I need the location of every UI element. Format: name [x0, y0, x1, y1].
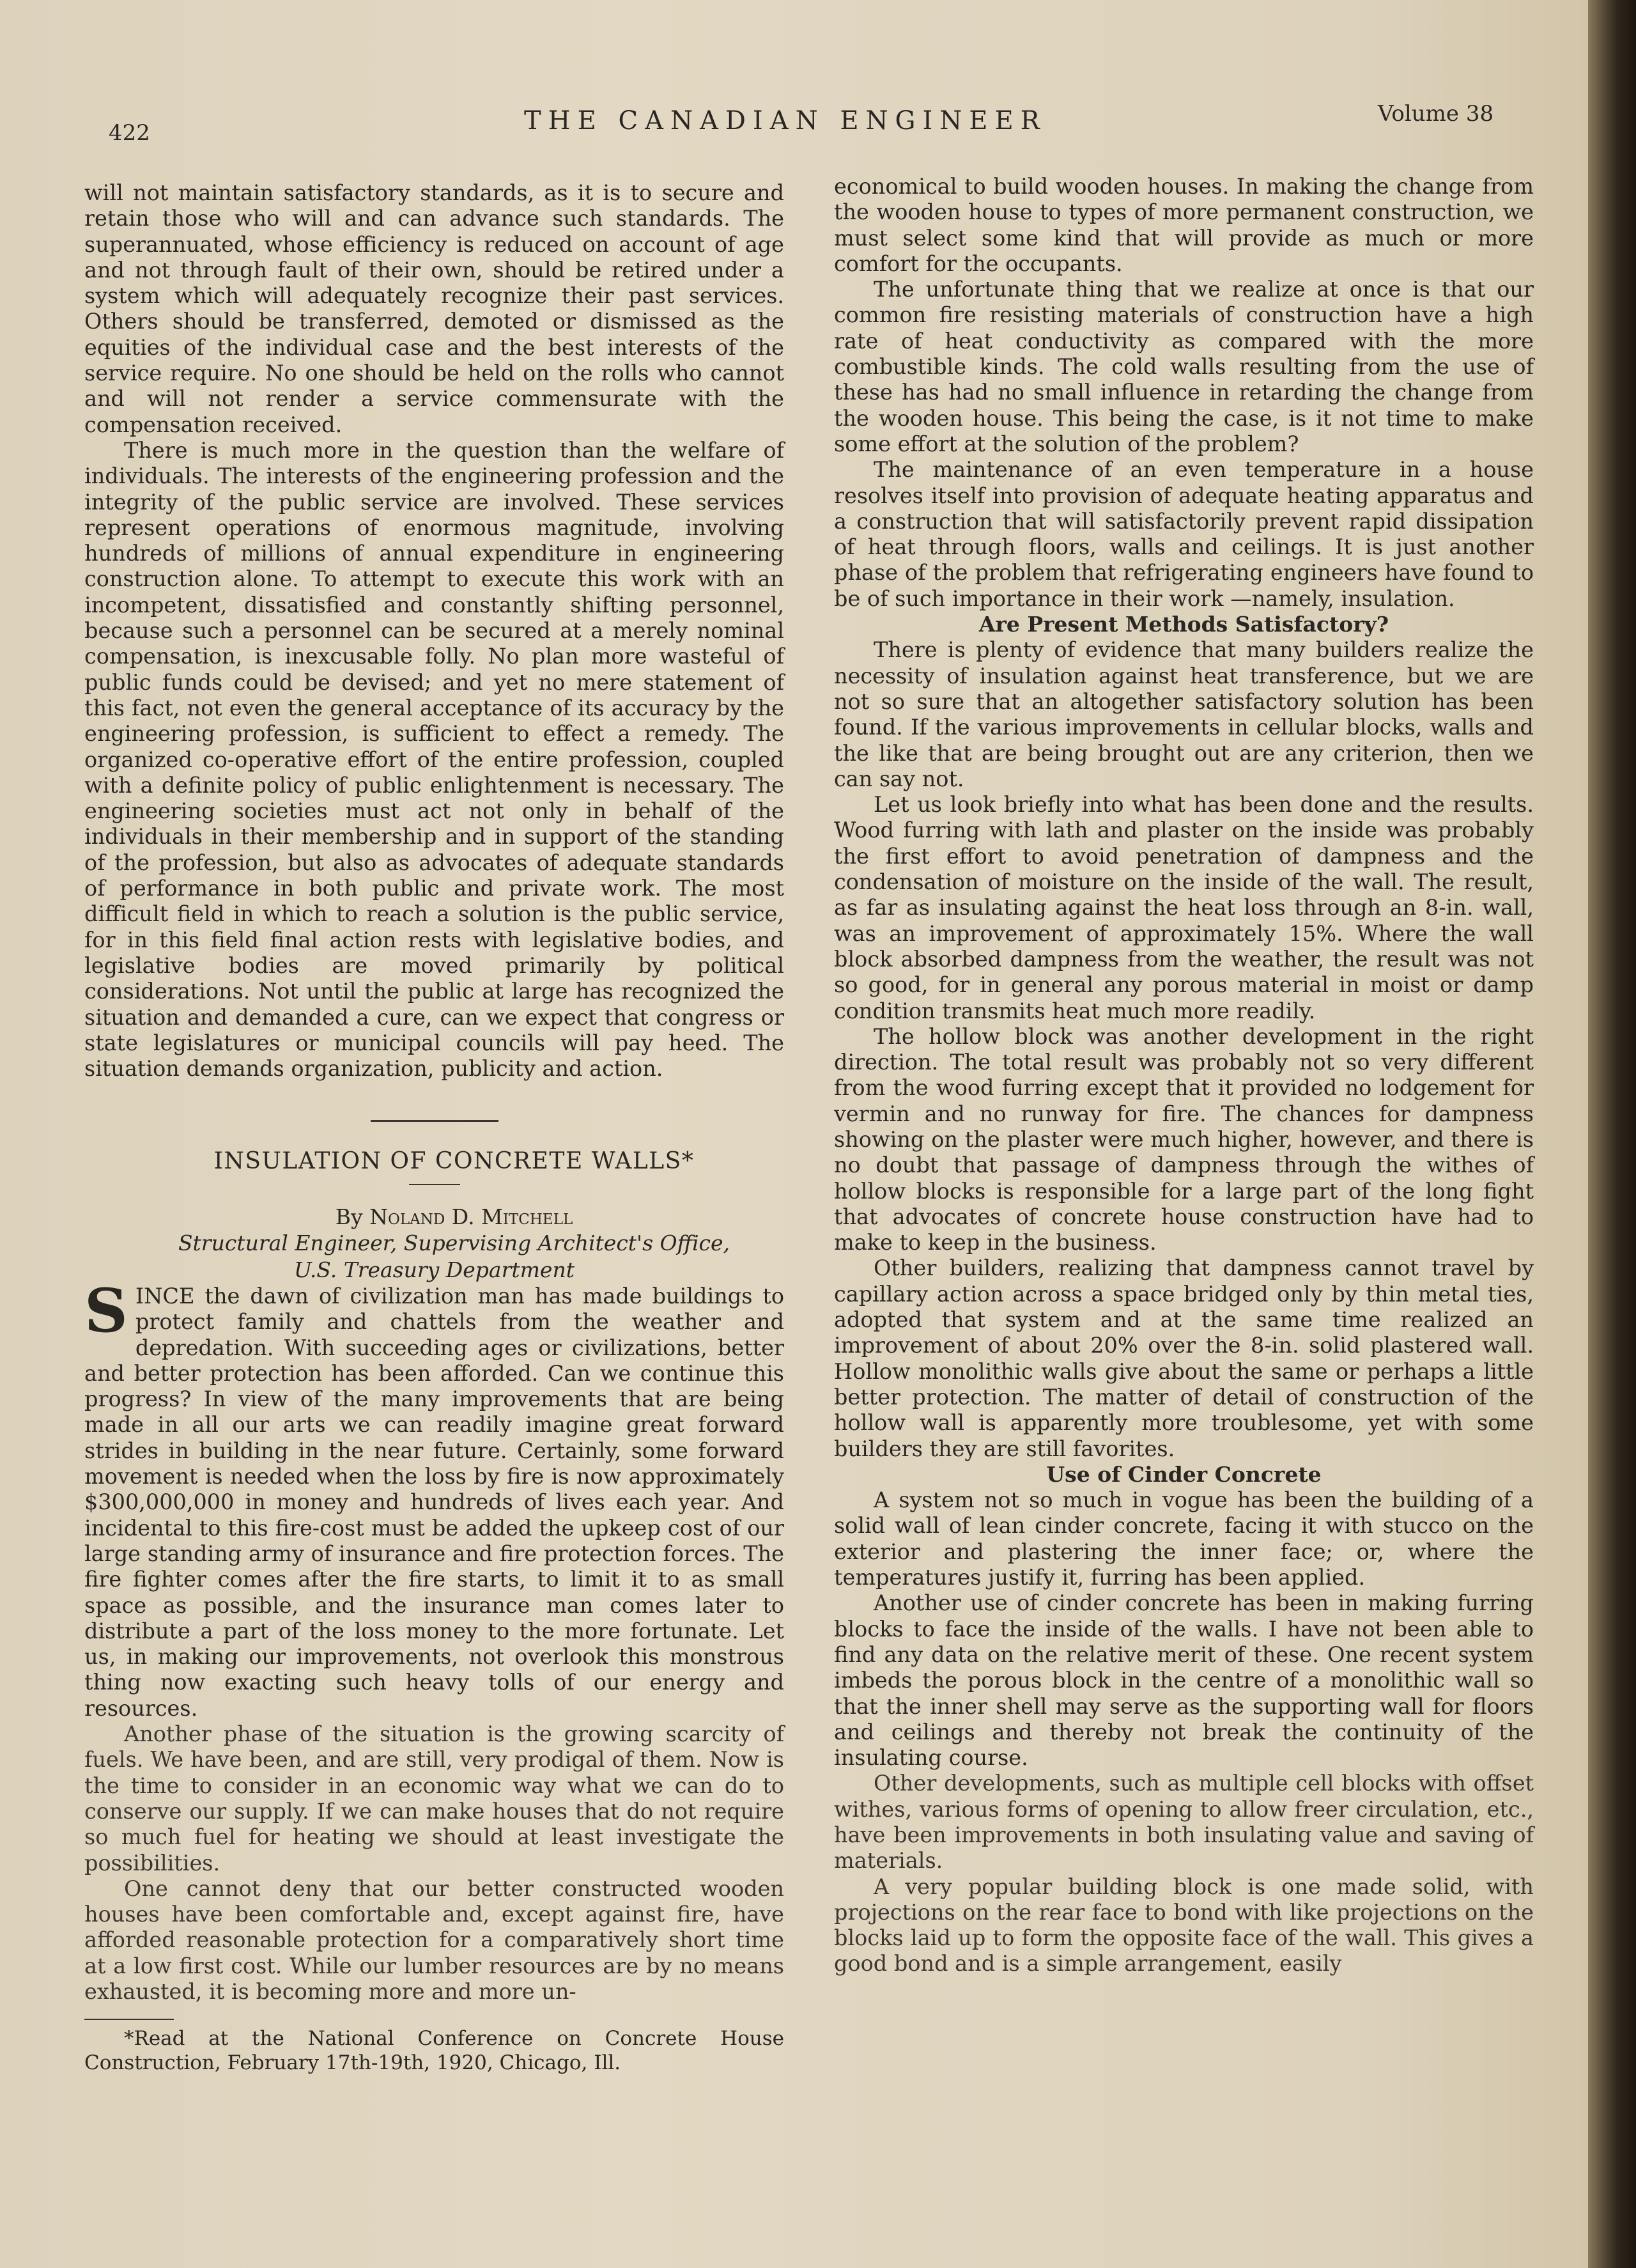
drop-cap: S [84, 1275, 128, 1346]
volume-label: Volume 38 [1378, 101, 1494, 127]
paragraph: Other builders, realizing that dampness cannot travel by capillary action across a space bridged only by thin metal ties, adopted that system and at the same time realized an improvement of about 20% over the 8-in. solid plastered wall. Hollow monolithic walls give about the same or perhaps a little better protection. The matter of detail of construction of the hollow wall is apparently more troublesome, yet with some builders they are still favorites. [834, 1255, 1534, 1461]
subheading: Are Present Methods Satisfactory? [978, 612, 1389, 637]
affiliation-line-2: U.S. Treasury Department [294, 1257, 575, 1282]
paragraph: The hollow block was another development in the right direction. The total result was probably not so very different from the wood furring except that it provided no lodgement for vermin and no runway for fire. The chances for dampness showing on the plaster were much higher, however, and there is no doubt that passage of dampness through the withes of hollow blocks is responsible for a large part of the long fight that advocates of concrete house construction have had to make to keep in the business. [834, 1023, 1534, 1255]
first-paragraph-text: INCE the dawn of civilization man has made buildings to protect family and chattels from the weather and depredation. With succeeding ages or civilizations, better and better protection has been afforded. Can we continue this progress? In view of the many improvements that are being made in all our arts we can readily imagine great forward strides in building in the near future. Certainly, some forward movement is needed when the loss by fire is now approximately $300,000,000 in money and hundreds of lives each year. And incidental to this fire-cost must be added the upkeep cost of our large standing army of insurance and fire protection forces. The fire fighter comes after the fire starts, to limit it to as small space as possible, and the insurance man comes later to distribute a part of the loss money to the more fortunate. Let us, in making our improvements, not overlook this monstrous thing now exacting such heavy tolls of our energy and resources. [84, 1283, 784, 1721]
author-name: Noland D. Mitchell [369, 1204, 573, 1229]
left-column [84, 180, 784, 2075]
affiliation-line-1: Structural Engineer, Supervising Architect's Office, [178, 1230, 730, 1255]
paragraph: Another use of cinder concrete has been in making furring blocks to face the inside of the walls. I have not been able to find any data on the relative merit of these. One recent system imbeds the porous block in the centre of a monolithic wall so that the inner shell may serve as the supporting wall for floors and ceilings and thereby not break the continuity of the insulating course. [834, 1590, 1534, 1771]
author-affiliation [84, 1230, 784, 1284]
paragraph: There is plenty of evidence that many builders realize the necessity of insulation against heat transference, but we are not so sure that an altogether satisfactory solution has been found. If the various improvements in cellular blocks, walls and the like that are being brought out are any criterion, then we can say not. [834, 637, 1534, 791]
paragraph: economical to build wooden houses. In making the change from the wooden house to types of more permanent construction, we must select some kind that will provide as much or more comfort for the occupants. [834, 174, 1534, 276]
paragraph: The unfortunate thing that we realize at once is that our common fire resisting materials of construction have a high rate of heat conductivity as compared with the more combustible kinds. The cold walls resulting from the use of these has had no small influence in retarding the change from the wooden house. This being the case, is it not time to make some effort at the solution of the problem? [834, 277, 1534, 456]
paragraph: A system not so much in vogue has been the building of a solid wall of lean cinder concrete, facing it with stucco on the exterior and plastering the inner face; or, where the temperatures justify it, furring has been applied. [834, 1487, 1534, 1590]
byline-prefix: By [335, 1204, 363, 1229]
running-header [0, 96, 1588, 147]
paragraph: The maintenance of an even temperature in a house resolves itself into provision of adequate heating apparatus and a construction that will satisfactorily prevent rapid dissipation of heat through floors, walls and ceilings. It is just another phase of the problem that refrigerating engineers have found to be of such importance in their work —namely, insulation. [834, 457, 1534, 611]
paragraph: Let us look briefly into what has been done and the results. Wood furring with lath and plaster on the inside was probably the first effort to avoid penetration of dampness and the condensation of moisture on the inside of the wall. The result, as far as insulating against the heat loss through an 8-in. wall, was an improvement of approximately 15%. Where the wall block absorbed dampness from the weather, the result was not so good, for in general any porous material in moist or damp condition transmits heat much more readily. [834, 792, 1534, 1023]
footnote-rule [84, 2019, 174, 2020]
paragraph: Other developments, such as multiple cell blocks with offset withes, various forms of opening to allow freer circulation, etc., have been improvements in both insulating value and saving of materials. [834, 1771, 1534, 1874]
page-number: 422 [109, 120, 150, 146]
article-first-paragraph [84, 1275, 784, 1721]
title-rule [409, 1184, 460, 1185]
paragraph: There is much more in the question than the welfare of individuals. The interests of the engineering profession and the integrity of the public service are involved. These services represent operations of enormous magnitude, involving hundreds of millions of annual expenditure in engineering construction alone. To attempt to execute this work with an incompetent, dissatisfied and constantly shifting personnel, because such a personnel can be secured at a merely nominal compensation, is inexcusable folly. No plan more wasteful of public funds could be devised; and yet no mere statement of this fact, not even the general acceptance of its accuracy by the engineering profession, is sufficient to effect a remedy. The organized co-operative effort of the entire profession, coupled with a definite policy of public enlightenment is necessary. The engineering societies must act not only in behalf of the individuals in their membership and in support of the standing of the profession, but also as advocates of adequate standards of performance in both public and private work. The most difficult field in which to reach a solution is the public service, for in this field final action rests with legislative bodies, and legislative bodies are moved primarily by political considerations. Not until the public at large has recognized the situation and demanded a cure, can we expect that congress or state legislatures or municipal councils will pay heed. The situation demands organization, publicity and action. [84, 437, 784, 1082]
subheading: Use of Cinder Concrete [1046, 1461, 1322, 1487]
byline [84, 1204, 784, 1230]
section-divider [371, 1120, 498, 1122]
paragraph: A very popular building block is one made solid, with projections on the rear face to bond with like projections on the blocks laid up to form the opposite face of the wall. This gives a good bond and is a simple arrangement, easily [834, 1874, 1534, 1977]
binding-spine [1588, 0, 1636, 2268]
journal-title: THE CANADIAN ENGINEER [524, 106, 1047, 136]
paragraph: One cannot deny that our better constructed wooden houses have been comfortable and, except against fire, have afforded reasonable protection for a comparatively short time at a low first cost. While our lumber resources are by no means exhausted, it is becoming more and more un- [84, 1876, 784, 2004]
article-title: INSULATION OF CONCRETE WALLS* [213, 1148, 695, 1175]
paragraph: will not maintain satisfactory standards, as it is to secure and retain those who will and can advance such standards. The superannuated, whose efficiency is reduced on account of age and not through fault of their own, should be retired under a system which will adequately recognize their past services. Others should be transferred, demoted or dismissed as the equities of the individual case and the best interests of the service require. No one should be held on the rolls who cannot and will not render a service commensurate with the compensation received. [84, 180, 784, 437]
paragraph: Another phase of the situation is the growing scarcity of fuels. We have been, and are still, very prodigal of them. Now is the time to consider in an economic way what we can do to conserve our supply. If we can make houses that do not require so much fuel for heating we should at least investigate the possibilities. [84, 1721, 784, 1876]
footnote: *Read at the National Conference on Concrete House Construction, February 17th-19th, 1920, Chicago, Ill. [84, 2027, 784, 2075]
right-column [834, 174, 1534, 1977]
